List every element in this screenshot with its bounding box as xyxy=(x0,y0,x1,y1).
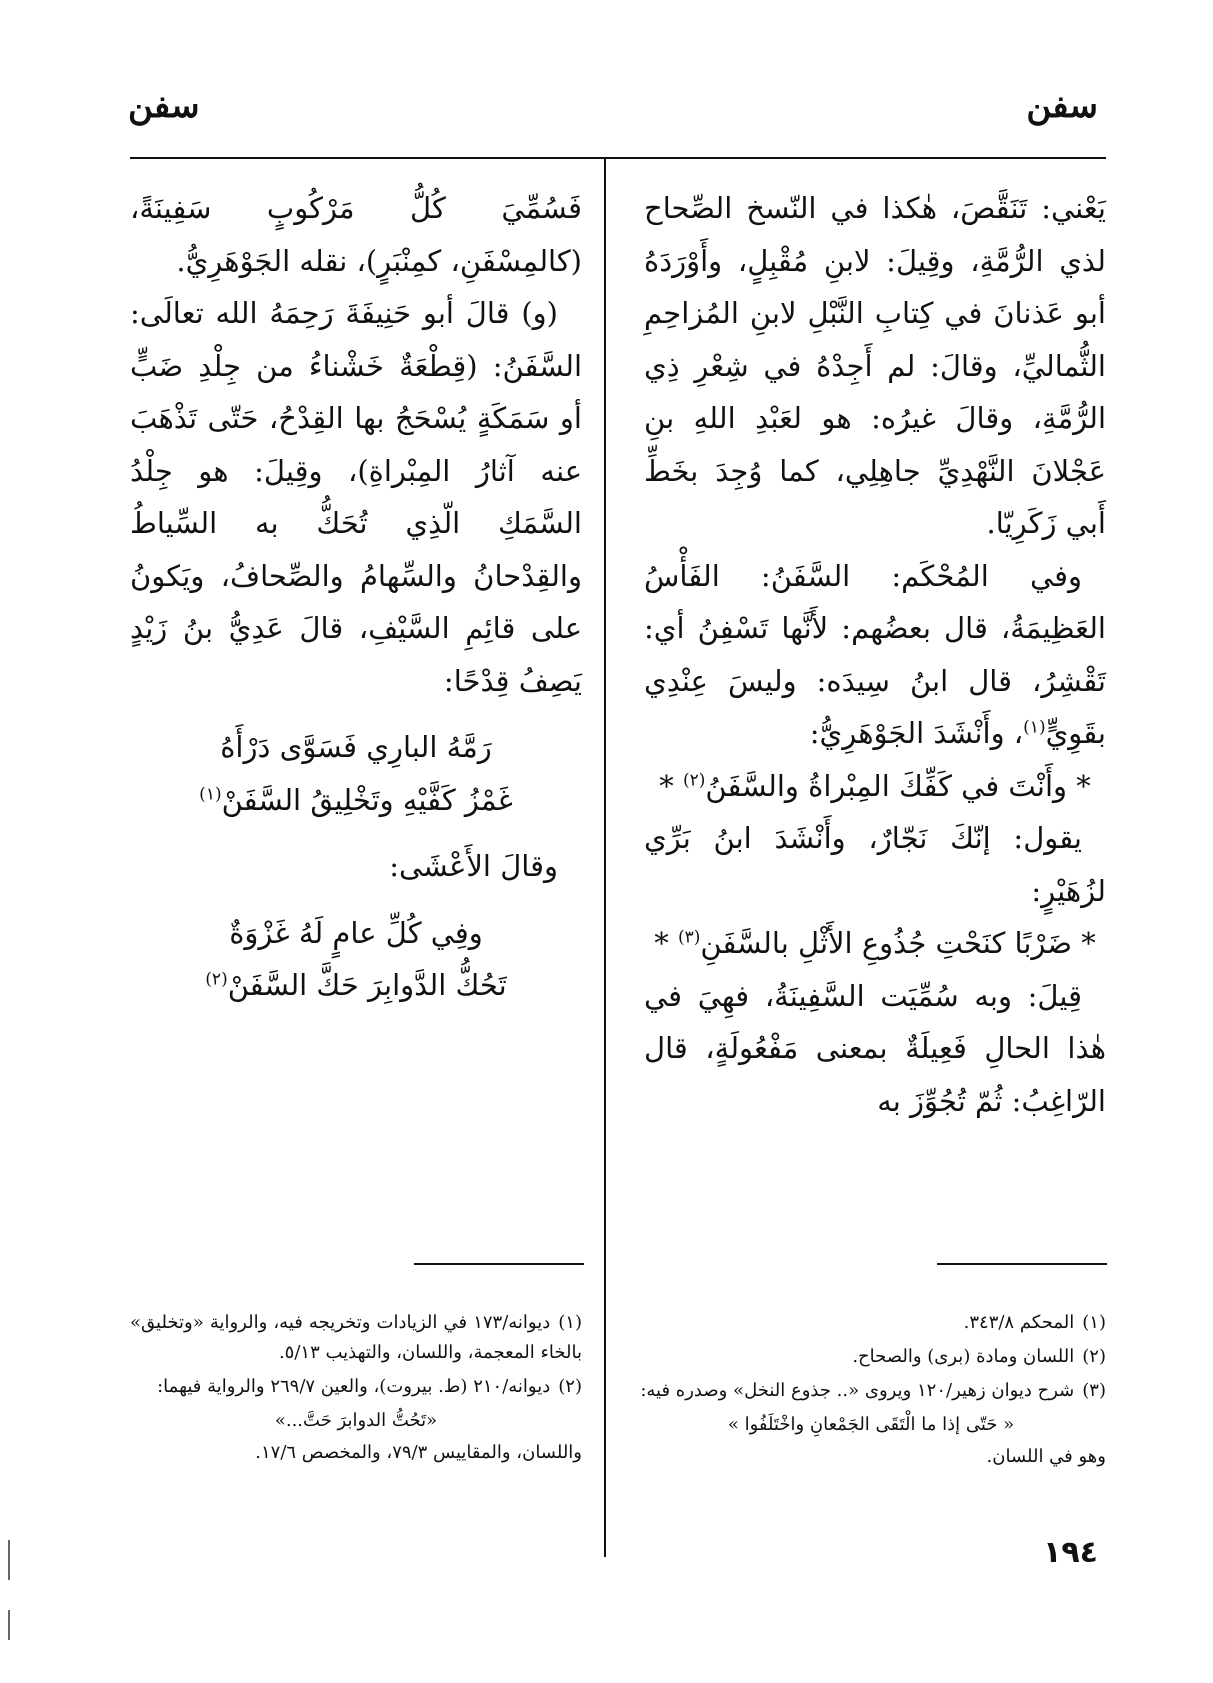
footnote-number: (٣) xyxy=(1082,1380,1106,1401)
footnotes-right xyxy=(636,1308,1106,1476)
verse-text: تَحُكُّ الدَّوابِرَ حَكَّ السَّفَنْ xyxy=(227,968,507,1002)
running-header-right: سفن xyxy=(1026,86,1098,126)
footnote-ref: (٢) xyxy=(205,969,228,990)
paragraph: (و) قالَ أبو حَنِيفَةَ رَحِمَهُ الله تعالَى: السَّفَنُ: (قِطْعَةٌ خَشْناءُ من جِلْدِ ضَبٍّ أو سَمَكَةٍ يُسْحَجُ بها القِدْحُ، حَتّى تَذْهَبَ عنه آثارُ المِبْراةِ)، وقِيلَ: هو جِلْدُ السَّمَكِ الّذِي تُحَكُّ به السِّياطُ والقِدْحانُ والسِّهامُ والصِّحافُ، ويَكونُ على قائِمِ السَّيْفِ، قالَ عَدِيُّ بنُ زَيْدٍ يَصِفُ قِدْحًا: xyxy=(130,296,582,698)
footnote-number: (١) xyxy=(1082,1312,1106,1333)
right-column xyxy=(644,182,1106,1127)
footnote-number: (١) xyxy=(558,1312,582,1333)
paragraph: يَعْني: تَنَقَّصَ، هٰكذا في النّسخ الصِّحاح لذي الرُّمَّةِ، وقِيلَ: لابنِ مُقْبِلٍ، وأَوْرَدَهُ أبو عَذنانَ في كِتابِ النَّبْلِ لابنِ المُزاحِمِ الثُّماليِّ، وقالَ: لم أَجِدْهُ في شِعْرِ ذِي الرُّمَّةِ، وقالَ غيرُه: هو لعَبْدِ اللهِ بنِ عَجْلانَ النَّهْدِيِّ جاهِلِي، كما وُجِدَ بخَطِّ أَبي زَكَرِيّا. xyxy=(644,191,1106,540)
footnote-verse: « حَتّى إذا ما الْتَقَى الجَمْعانِ واخْتَلَفُوا » xyxy=(727,1414,1015,1435)
footnote-rule-left xyxy=(414,1263,584,1265)
verse-text: * ضَرْبًا كنَحْتِ جُذُوعِ الأَثْلِ بالسَّفَنِ xyxy=(700,926,1096,960)
footnote-ref: (١) xyxy=(199,783,222,804)
footnote-verse: «تَحُتُّ الدوابرَ حَتَّ...» xyxy=(274,1410,438,1431)
verse-line: رَمَّهُ البارِي فَسَوَّى دَرْأَهُ xyxy=(220,730,492,764)
paragraph: يقول: إنّكَ نَجّارٌ، وأَنْشَدَ ابنُ بَرِّي لزُهَيْرٍ: xyxy=(644,821,1106,908)
verse-line xyxy=(130,774,582,827)
left-column xyxy=(130,182,582,1012)
footnote-ref: (٣) xyxy=(677,927,701,948)
paragraph: فَسُمِّيَ كُلُّ مَرْكُوبٍ سَفِينَةً، (كالمِسْفَنِ، كمِنْبَرٍ)، نقله الجَوْهَرِيُّ. xyxy=(130,191,582,278)
footnote-text: ديوانه/١٧٣ في الزيادات وتخريجه فيه، والرواية «وتخليق» بالخاء المعجمة، واللسان، والتهذيب ٥/١٣. xyxy=(130,1312,582,1363)
page-number: ١٩٤ xyxy=(1043,1535,1098,1570)
footnote-text: وهو في اللسان. xyxy=(986,1446,1106,1467)
scan-artifact xyxy=(8,1540,10,1580)
paragraph-text: وفي المُحْكَم: السَّفَنُ: الفَأْسُ العَظِيمَةُ، قال بعضُهم: لأَنَّها تَسْفِنُ أي: تَقْشِرُ، قال ابنُ سِيدَه: وليسَ عِنْدِي بقَوِيٍّ xyxy=(644,558,1106,750)
verse-line: وفِي كُلِّ عامٍ لَهُ غَزْوَةٌ xyxy=(229,915,483,950)
footnote-rule-right xyxy=(937,1263,1107,1265)
footnote-ref: (٢) xyxy=(682,769,706,790)
footnote-text: واللسان، والمقاييس ٧٩/٣، والمخصص ١٧/٦. xyxy=(255,1442,582,1463)
footnote xyxy=(130,1308,582,1368)
paragraph: قِيلَ: وبه سُمِّيَت السَّفِينَةُ، فهِيَ في هٰذا الحالِ فَعِيلَةٌ بمعنى مَفْعُولَةٍ، قال الرّاغِبُ: ثُمّ تُجُوِّزَ به xyxy=(644,978,1106,1118)
verse-line: * وأَنْتَ في كَفِّكَ المِبْراةُ والسَّفَنُ$^{(٢)}$ * xyxy=(659,768,1091,803)
verse-line xyxy=(130,959,582,1012)
paragraph: وقالَ الأَعْشَى: xyxy=(389,849,558,883)
verse-line: * ضَرْبًا كنَحْتِ جُذُوعِ الأَثْلِ بالسَّفَنِ$^{(٣)}$ * xyxy=(654,926,1096,960)
footnote-number: (٢) xyxy=(558,1376,582,1397)
footnote-text: اللسان ومادة (برى) والصحاح. xyxy=(852,1346,1075,1367)
footnotes-left xyxy=(130,1308,582,1472)
running-header-left: سفن xyxy=(128,86,200,126)
footnote-number: (٢) xyxy=(1082,1346,1106,1367)
footnote xyxy=(636,1342,1106,1372)
footnote-ref: (١) xyxy=(1023,717,1046,738)
paragraph xyxy=(644,550,1106,760)
scan-artifact xyxy=(8,1610,10,1640)
verse-text: * وأَنْتَ في كَفِّكَ المِبْراةُ والسَّفَنُ xyxy=(705,768,1091,803)
footnote xyxy=(636,1308,1106,1338)
footnote xyxy=(130,1372,582,1402)
paragraph-text: ، وأَنْشَدَ الجَوْهَرِيُّ: xyxy=(809,716,1024,750)
footnote-text: شرح ديوان زهير/١٢٠ ويروى «.. جذوع النخل» وصدره فيه: xyxy=(640,1380,1075,1401)
footnote xyxy=(636,1376,1106,1406)
column-divider xyxy=(604,157,606,1557)
verse-text: غَمْزُ كَفَّيْهِ وتَخْلِيقُ السَّفَنْ xyxy=(221,782,513,817)
footnote-text: ديوانه/٢١٠ (ط. بيروت)، والعين ٢٦٩/٧ والرواية فيهما: xyxy=(157,1376,551,1397)
footnote-text: المحكم ٣٤٣/٨. xyxy=(963,1312,1075,1333)
header-rule xyxy=(130,157,1106,159)
